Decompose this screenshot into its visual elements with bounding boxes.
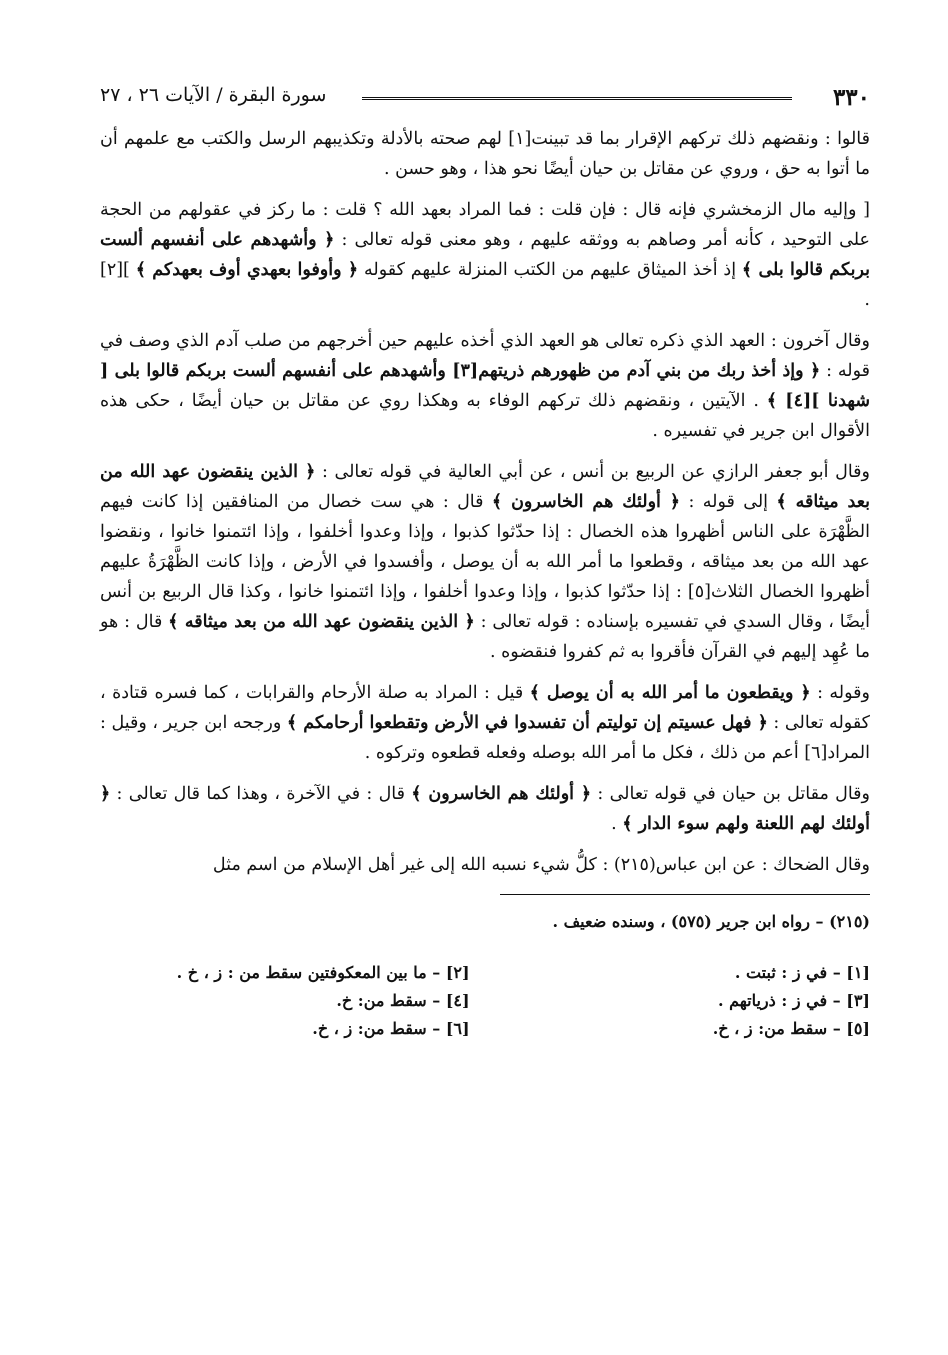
- footnote-divider: [500, 894, 870, 895]
- paragraph-3: [100, 326, 870, 446]
- page-number: ٣٣٠: [832, 84, 870, 111]
- paragraph-5-text-e: ورجحه ابن جرير ، وقيل : المراد[٦] أعم من ذلك ، فكل ما أمر الله بوصله وفعله قطعوه وتركوه .: [100, 713, 870, 763]
- editor-notes: [100, 959, 870, 1043]
- paragraph-6: [100, 779, 870, 839]
- quran-verse-2d: ﴿ وأوفوا بعهدي أوف بعهدكم ﴾: [135, 260, 359, 280]
- header-rule: [362, 97, 792, 100]
- page-header: [100, 78, 870, 114]
- paragraph-2: [100, 195, 870, 315]
- note-3: [٣] – في ز : ذرياتهم .: [717, 991, 870, 1010]
- paragraph-1-text: قالوا : ونقضهم ذلك تركهم الإقرار بما قد تبينت[١] لهم صحته بالأدلة وتكذيبهم الرسل والكتب مع علمهم أن ما أتوا به حق ، وروي عن مقاتل بن حيان أيضًا نحو هذا ، وهو حسن .: [100, 129, 870, 179]
- paragraph-4-text-e: قال : هي ست خصال من المنافقين إذا كانت فيهم الظَّهْرَة على الناس أظهروا هذه الخصال : إذا حدّثوا كذبوا ، وإذا وعدوا أخلفوا ، وإذا ائتمنوا خانوا ، ونقضوا عهد الله من بعد ميثاقه ، وقطعوا ما أمر الله به أن يوصل ، وأفسدوا في الأرض ، وإذا كانت الظَّهْرَةُ عليهم أظهروا الخصال الثلاث[٥] : إذا حدّثوا كذبوا ، وإذا وعدوا أخلفوا ، وإذا ائتمنوا خانوا ، وكذا قال الربيع بن أنس أيضًا ، وقال السدي في تفسيره بإسناده : قوله تعالى :: [100, 492, 870, 632]
- note-1: [١] – في ز : ثبتت .: [734, 963, 870, 982]
- paragraph-4-text-a: وقال أبو جعفر الرازي عن الربيع بن أنس ، عن أبي العالية في قوله تعالى :: [315, 462, 870, 482]
- quran-verse-5b: ﴿ ويقطعون ما أمر الله به أن يوصل ﴾: [529, 683, 811, 703]
- paragraph-4: [100, 457, 870, 667]
- paragraph-7: [100, 850, 870, 880]
- note-4: [٤] – سقط من: خ.: [336, 991, 470, 1010]
- quran-verse-2b: ﴿ وأشهدهم على أنفسهم ألست بربكم قالوا بلى ﴾: [100, 230, 871, 280]
- paragraph-3-text-a: وقال آخرون : العهد الذي ذكره تعالى هو العهد الذي أخذه عليهم حين أخرجهم من صلب آدم الذي وصف في قوله :: [100, 331, 870, 381]
- quran-verse-5d: ﴿ فهل عسيتم إن توليتم أن تفسدوا في الأرض وتقطعوا أرحامكم ﴾: [286, 713, 768, 733]
- paragraph-2-text-e: ][٢] .: [100, 260, 870, 310]
- paragraph-5-text-a: وقوله :: [810, 683, 870, 703]
- quran-verse-6d: ﴿ أولئك لهم اللعنة ولهم سوء الدار ﴾: [100, 784, 870, 834]
- paragraph-4-text-g: قال : هو ما عُهِد إليهم في القرآن فأقروا به ثم كفروا فنقضوه .: [100, 612, 870, 662]
- paragraph-4-text-c: إلى قوله :: [680, 492, 777, 512]
- note-2: [٢] – ما بين المعكوفتين سقط من : ز ، خ .: [176, 963, 470, 982]
- footnote-215: (٢١٥) – رواه ابن جرير (٥٧٥) ، وسنده ضعيف .: [552, 912, 870, 931]
- paragraph-5: [100, 678, 870, 768]
- paragraph-1: [100, 124, 870, 184]
- paragraph-2-text-a: [ وإليه مال الزمخشري فإنه قال : فإن قلت : فما المراد بعهد الله ؟ قلت : ما ركز في عقولهم من الحجة على التوحيد ، كأنه أمر وصاهم به ووثقه عليهم ، وهو معنى قوله تعالى :: [100, 200, 870, 250]
- note-5: [٥] – سقط من: ز ، خ.: [712, 1019, 870, 1038]
- running-title: سورة البقرة / الآيات ٢٦ ، ٢٧: [100, 84, 327, 106]
- quran-verse-6b: ﴿ أولئك هم الخاسرون ﴾: [411, 784, 592, 804]
- paragraph-7-text: وقال الضحاك : عن ابن عباس(٢١٥) : كلُّ شيء نسبه الله إلى غير أهل الإسلام من اسم مثل: [212, 855, 870, 875]
- notes-column-right: [500, 959, 870, 1043]
- note-6: [٦] – سقط من: ز ، خ.: [312, 1019, 470, 1038]
- paragraph-2-text-c: إذ أخذ الميثاق عليهم من الكتب المنزلة عليهم كقوله: [358, 260, 742, 280]
- paragraph-5-text-c: قيل : المراد به صلة الأرحام والقرابات ، كما فسره قتادة ، كقوله تعالى :: [100, 683, 870, 733]
- paragraph-6-text-a: وقال مقاتل بن حيان في قوله تعالى :: [591, 784, 870, 804]
- quran-verse-4b: ﴿ الذين ينقضون عهد الله من بعد ميثاقه ﴾: [100, 462, 871, 512]
- paragraph-6-text-e: .: [611, 814, 623, 834]
- quran-verse-4f: ﴿ الذين ينقضون عهد الله من بعد ميثاقه ﴾: [168, 612, 475, 632]
- book-page: [100, 78, 870, 1043]
- paragraph-3-text-c: . الآيتين ، ونقضهم ذلك تركهم الوفاء به وهكذا روي عن مقاتل بن حيان أيضًا ، حكى هذه الأقوال ابن جرير في تفسيره .: [100, 391, 870, 441]
- quran-verse-4d: ﴿ أولئك هم الخاسرون ﴾: [491, 492, 681, 512]
- quran-verse-3b: ﴿ وإذ أخذ ربك من بني آدم من ظهورهم ذريتهم[٣] وأشهدهم على أنفسهم ألست بربكم قالوا بلى [ شهدنا ][٤] ﴾: [100, 361, 870, 411]
- notes-column-left: [100, 959, 470, 1043]
- paragraph-6-text-c: قال : في الآخرة ، وهذا كما قال تعالى :: [110, 784, 412, 804]
